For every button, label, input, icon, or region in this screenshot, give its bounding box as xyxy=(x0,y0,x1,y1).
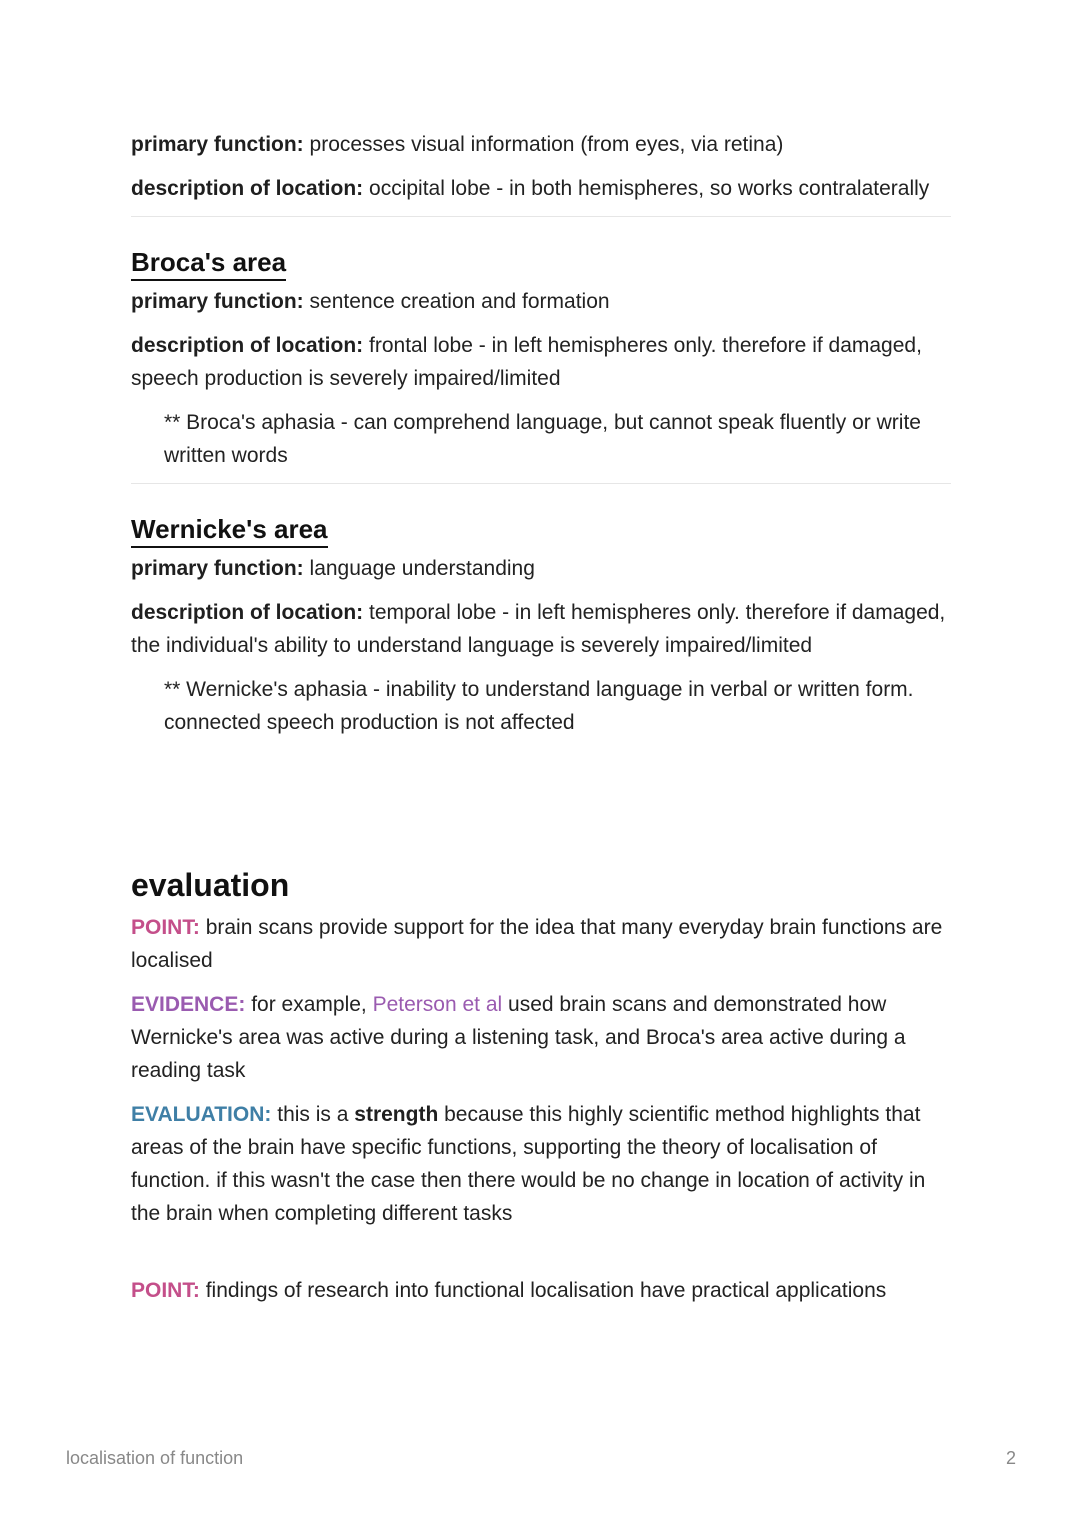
evaluation-pre-text: this is a xyxy=(277,1103,349,1126)
visual-location-text: occipital lobe - in both hemispheres, so works contralaterally xyxy=(369,177,930,200)
point-2-text: findings of research into functional localisation have practical applications xyxy=(205,1279,887,1302)
wernicke-location-line xyxy=(131,596,951,662)
wernicke-aphasia-note: ** Wernicke's aphasia - inability to understand language in verbal or written form. connected speech production is not affected xyxy=(164,678,914,734)
visual-location-label: description of location: xyxy=(131,177,364,200)
section-divider xyxy=(131,483,951,484)
evaluation-post-text: because this highly scientific method highlights that areas of the brain have specific functions, supporting the theory of localisation of function. if this wasn't the case then there would be no change in location of activity in the brain when completing different tasks xyxy=(131,1103,926,1225)
evaluation-paragraph xyxy=(131,1098,951,1230)
page-number: 2 xyxy=(1005,1448,1016,1468)
visual-function-line xyxy=(131,128,951,161)
wernicke-function-label: primary function: xyxy=(131,557,304,580)
document-body xyxy=(131,128,951,1318)
footer-title: localisation of function xyxy=(66,1448,244,1468)
wernicke-function-text: language understanding xyxy=(309,557,535,580)
visual-location-line xyxy=(131,172,951,205)
broca-aphasia-note: ** Broca's aphasia - can comprehend language, but cannot speak fluently or write written words xyxy=(164,411,921,467)
broca-function-label: primary function: xyxy=(131,290,304,313)
broca-heading: Broca's area xyxy=(131,245,286,281)
wernicke-location-text: temporal lobe - in left hemispheres only. therefore if damaged, the individual's ability to understand language is severely impaired/limited xyxy=(131,601,946,657)
evidence-label: EVIDENCE: xyxy=(131,993,246,1016)
broca-function-text: sentence creation and formation xyxy=(309,290,610,313)
evidence xyxy=(131,988,951,1087)
evaluation-label: EVALUATION: xyxy=(131,1103,272,1126)
point-2 xyxy=(131,1274,951,1307)
wernicke-location-label: description of location: xyxy=(131,601,364,624)
point-1-text: brain scans provide support for the idea that many everyday brain functions are localised xyxy=(131,916,943,972)
evaluation-strength: strength xyxy=(354,1103,439,1126)
broca-location-label: description of location: xyxy=(131,334,364,357)
visual-function-label: primary function: xyxy=(131,133,304,156)
point-1 xyxy=(131,911,951,977)
evidence-post-text: used brain scans and demonstrated how Wernicke's area was active during a listening task, and Broca's area active during a reading task xyxy=(131,993,906,1082)
point-label: POINT: xyxy=(131,1279,200,1302)
broca-function-line xyxy=(131,285,951,318)
visual-function-text: processes visual information (from eyes, via retina) xyxy=(309,133,784,156)
evidence-pre-text: for example, xyxy=(251,993,367,1016)
section-divider xyxy=(131,216,951,217)
point-label: POINT: xyxy=(131,916,200,939)
broca-location-text: frontal lobe - in left hemispheres only. therefore if damaged, speech production is severely impaired/limited xyxy=(131,334,922,390)
wernicke-heading: Wernicke's area xyxy=(131,512,328,548)
evaluation-heading: evaluation xyxy=(131,867,290,903)
broca-location-line xyxy=(131,329,951,395)
peterson-link[interactable]: Peterson et al xyxy=(372,993,503,1016)
wernicke-function-line xyxy=(131,552,951,585)
